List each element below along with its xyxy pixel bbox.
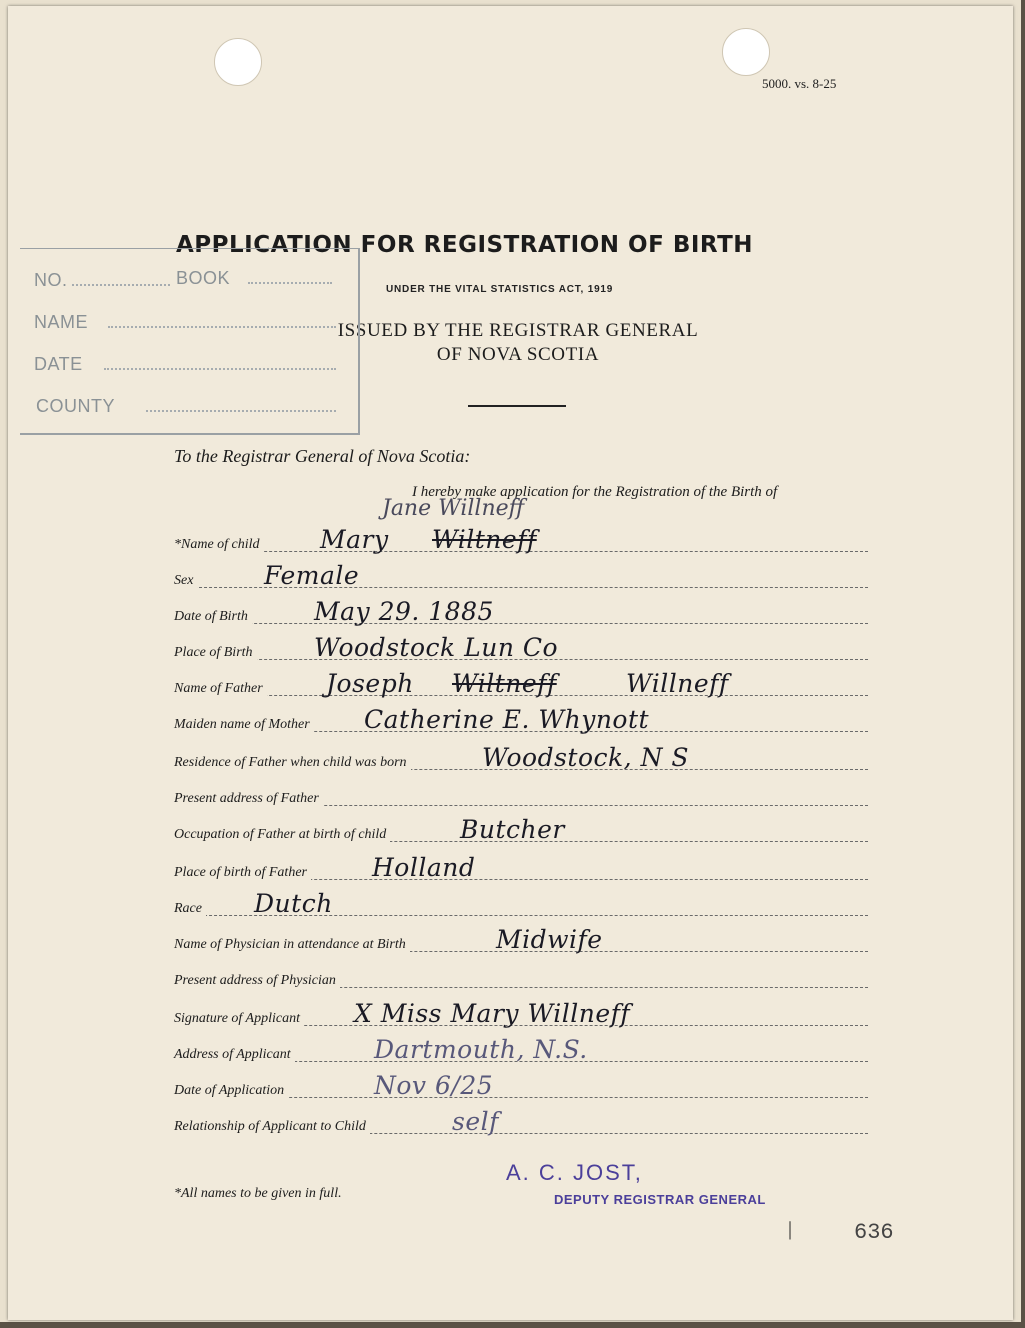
- punch-hole-right: [722, 28, 770, 76]
- stamp-name-label: NAME: [34, 312, 89, 332]
- stamp-no-label: NO.: [34, 270, 68, 290]
- application-date-value: Nov 6/25: [374, 1071, 494, 1100]
- stamp-name-dots: [108, 326, 336, 328]
- punch-hole-left: [214, 38, 262, 86]
- field-label: Occupation of Father at birth of child: [174, 827, 390, 843]
- field-date-of-birth: [174, 597, 868, 628]
- applicant-address-value: Dartmouth, N.S.: [374, 1035, 588, 1064]
- father-first-name: Joseph: [326, 669, 414, 698]
- father-birthplace-value: Holland: [372, 853, 476, 882]
- field-place-of-birth: [174, 633, 868, 664]
- official-stamp-title: DEPUTY REGISTRAR GENERAL: [554, 1192, 766, 1207]
- field-residence-of-father: [174, 743, 868, 774]
- physician-value: Midwife: [496, 925, 603, 954]
- footnote: *All names to be given in full.: [174, 1186, 342, 1201]
- field-label: Place of birth of Father: [174, 865, 311, 881]
- field-child-name: [174, 525, 868, 556]
- occupation-value: Butcher: [460, 815, 565, 844]
- field-race: [174, 889, 868, 920]
- field-label: Place of Birth: [174, 645, 257, 661]
- field-present-address-father: [174, 786, 868, 810]
- stamp-book-label: BOOK: [176, 268, 231, 288]
- field-signature: [174, 999, 868, 1030]
- stamp-date-label: DATE: [34, 354, 83, 374]
- dob-value: May 29. 1885: [314, 597, 494, 626]
- field-label: Relationship of Applicant to Child: [174, 1119, 370, 1135]
- title-rule: [468, 405, 566, 407]
- race-value: Dutch: [254, 889, 333, 918]
- field-underline: [174, 623, 868, 624]
- field-label: Race: [174, 901, 206, 917]
- field-label: Maiden name of Mother: [174, 717, 314, 733]
- mother-value: Catherine E. Whynott: [364, 705, 650, 734]
- form-subtitle: UNDER THE VITAL STATISTICS ACT, 1919: [386, 284, 614, 295]
- field-label: Present address of Physician: [174, 973, 340, 989]
- field-application-date: [174, 1071, 868, 1102]
- form-code: 5000. vs. 8-25: [762, 76, 837, 91]
- stamp-county-dots: [146, 410, 336, 412]
- field-physician: [174, 925, 868, 956]
- file-number: 636: [854, 1220, 894, 1245]
- issued-by-line1: ISSUED BY THE REGISTRAR GENERAL: [337, 320, 699, 341]
- signature-value: X Miss Mary Willneff: [354, 999, 631, 1028]
- field-label: Address of Applicant: [174, 1047, 295, 1063]
- father-struck-surname: Wiltneff: [452, 669, 557, 698]
- residence-value: Woodstock, N S: [482, 743, 690, 772]
- field-label: Present address of Father: [174, 791, 323, 807]
- field-physician-address: [174, 968, 868, 992]
- field-label: Name of Physician in attendance at Birth: [174, 937, 410, 953]
- field-label: Residence of Father when child was born: [174, 755, 411, 771]
- pob-value: Woodstock Lun Co: [314, 633, 559, 662]
- stamp-no-dots: [72, 284, 170, 286]
- field-label: Signature of Applicant: [174, 1011, 304, 1027]
- child-first-name: Mary: [320, 525, 389, 554]
- stamp-date-dots: [104, 368, 336, 370]
- field-label: Date of Birth: [174, 609, 252, 625]
- field-occupation-of-father: [174, 815, 868, 846]
- field-father-name: [174, 669, 868, 700]
- child-struck-surname: Wiltneff: [432, 525, 537, 554]
- field-applicant-address: [174, 1035, 868, 1066]
- field-sex: [174, 561, 868, 592]
- field-mother-maiden-name: [174, 705, 868, 736]
- sex-value: Female: [264, 561, 360, 590]
- field-label: *Name of child: [174, 537, 264, 553]
- field-label: Sex: [174, 573, 197, 589]
- stamp-county-label: COUNTY: [36, 396, 115, 416]
- child-name-insertion: Jane Willneff: [382, 496, 525, 521]
- hereby-statement: I hereby make application for the Registration of the Birth of: [412, 484, 778, 500]
- salutation: To the Registrar General of Nova Scotia:: [174, 446, 471, 466]
- field-label: Date of Application: [174, 1083, 288, 1099]
- father-surname: Willneff: [626, 669, 729, 698]
- stamp-book-dots: [248, 282, 332, 284]
- relationship-value: self: [452, 1107, 499, 1136]
- form-title: APPLICATION FOR REGISTRATION OF BIRTH: [176, 232, 754, 258]
- issued-by-line2: OF NOVA SCOTIA: [436, 344, 600, 365]
- field-label: Name of Father: [174, 681, 267, 697]
- official-stamp-name: A. C. JOST,: [506, 1160, 643, 1185]
- field-birthplace-of-father: [174, 853, 868, 884]
- field-relationship: [174, 1107, 868, 1138]
- file-mark: |: [788, 1218, 793, 1240]
